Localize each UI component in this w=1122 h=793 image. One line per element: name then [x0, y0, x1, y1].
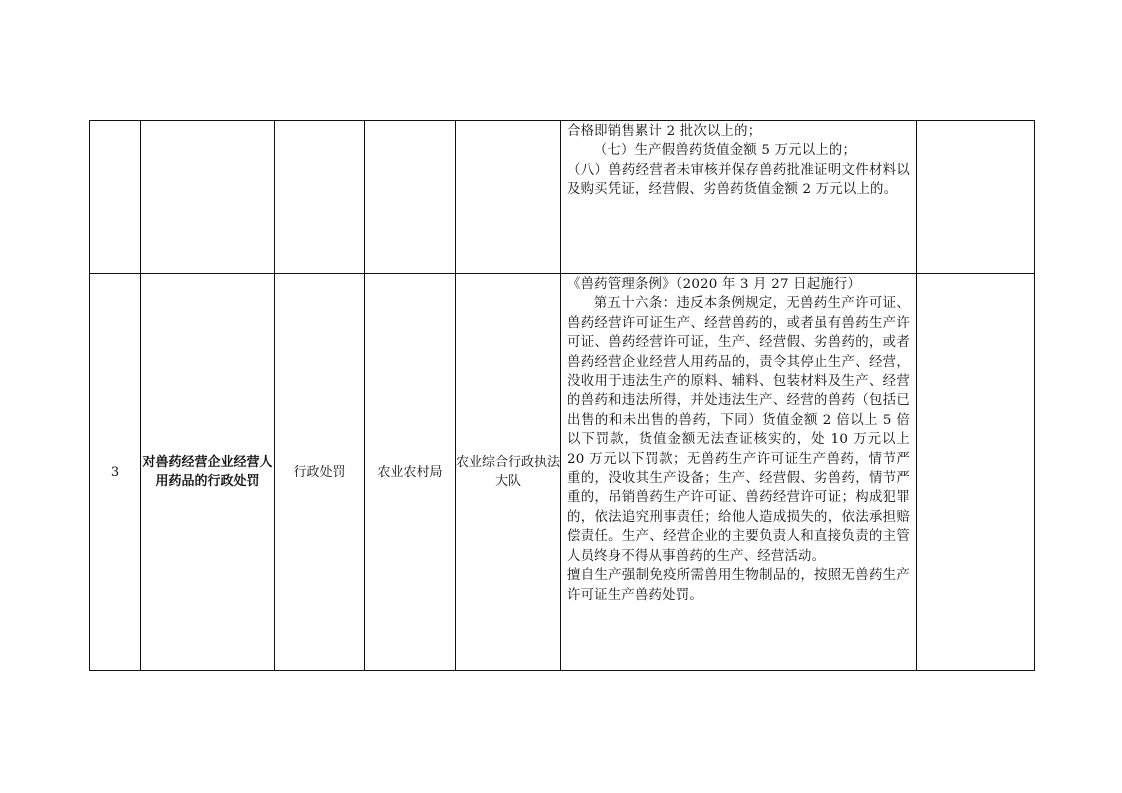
basis-paragraph: 《兽药管理条例》（2020 年 3 月 27 日起施行） [567, 277, 862, 292]
basis-paragraph: （八）兽药经营者未审核并保存兽药批准证明文件材料以及购买凭证，经营假、劣兽药货值金额 2 万元以上的。 [567, 162, 910, 198]
item-type-cell: 行政处罚 [275, 274, 365, 671]
department-cell: 农业农村局 [365, 274, 456, 671]
table-row [90, 274, 1035, 671]
legal-basis-cell [561, 121, 917, 274]
basis-paragraph: 擅自生产强制免疫所需兽用生物制品的，按照无兽药生产许可证生产兽药处罚。 [567, 568, 910, 603]
basis-paragraph: 第五十六条：违反本条例规定，无兽药生产许可证、兽药经营许可证生产、经营兽药的，或者虽有兽药生产许可证、兽药经营许可证，生产、经营假、劣兽药的，或者兽药经营企业经营人用药品的，责令其停止生产、经营，没收用于违法生产的原料、辅料、包装材料及生产、经营的兽药和违法所得，并处违法生产、经营的兽药（包括已出售的和未出售的兽药，下同）货值金额 2 倍以上 5 倍以下罚款，货值金额无法查证核实的，处 10 万元以上 20 万元以下罚款；无兽药生产许可证生产兽药，情节严重的，没收其生产设备；生产、经营假、劣兽药，情节严重的，吊销兽药生产许可证、兽药经营许可证；构成犯罪的，依法追究刑事责任；给他人造成损失的，依法承担赔偿责任。生产、经营企业的主要负责人和直接负责的主管人员终身不得从事兽药的生产、经营活动。 [567, 296, 910, 564]
executor-cell: 农业综合行政执法大队 [456, 274, 561, 671]
table-row [90, 121, 1035, 274]
basis-paragraph: 合格即销售累计 2 批次以上的； [567, 124, 762, 139]
basis-paragraph: （七）生产假兽药货值金额 5 万元以上的； [593, 143, 857, 159]
row-number-cell: 3 [90, 274, 141, 671]
item-type-cell [275, 121, 365, 274]
department-cell [365, 121, 456, 274]
regulation-table [89, 120, 1035, 671]
item-name-cell: 对兽药经营企业经营人用药品的行政处罚 [141, 274, 275, 671]
note-cell [917, 121, 1035, 274]
row-number-cell [90, 121, 141, 274]
note-cell [917, 274, 1035, 671]
item-name-cell [141, 121, 275, 274]
executor-cell [456, 121, 561, 274]
legal-basis-cell [561, 274, 917, 671]
